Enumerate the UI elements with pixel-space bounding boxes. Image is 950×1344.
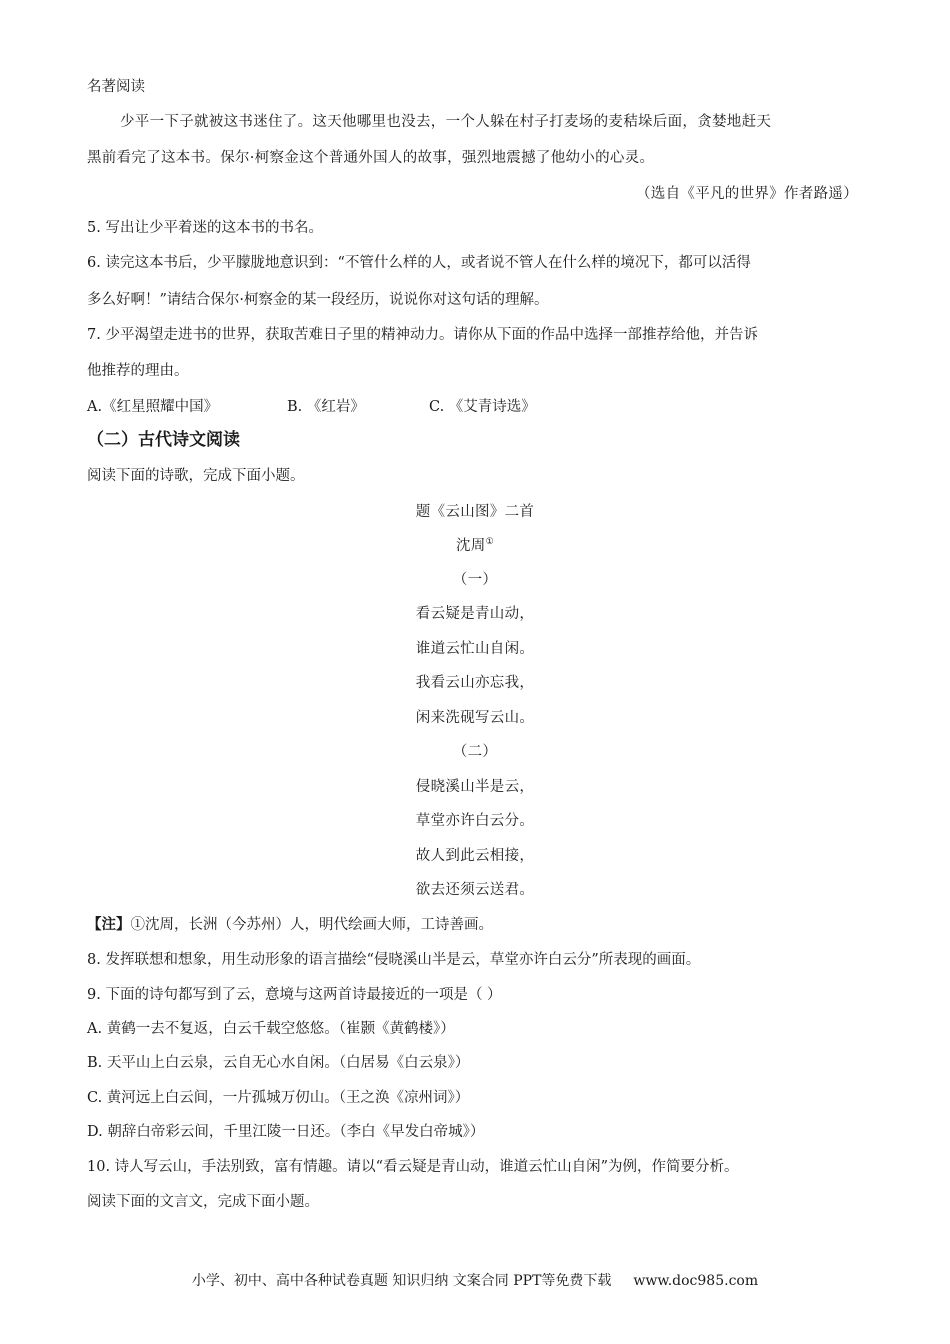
poem-line: 闲来洗砚写云山。 bbox=[415, 710, 535, 726]
section-heading-gudai: （二）古代诗文阅读 bbox=[87, 430, 240, 450]
page-footer bbox=[0, 1270, 950, 1290]
question-7-line-1: 7. 少平渴望走进书的世界，获取苦难日子里的精神动力。请你从下面的作品中选择一部推荐给他，并告诉 bbox=[87, 327, 758, 343]
poem-line: 欲去还须云送君。 bbox=[415, 882, 535, 898]
poem-line: 侵晓溪山半是云， bbox=[415, 779, 535, 795]
question-5: 5. 写出让少平着迷的这本书的书名。 bbox=[87, 220, 323, 236]
question-7-line-2: 他推荐的理由。 bbox=[87, 363, 189, 379]
question-10: 10. 诗人写云山，手法别致，富有情趣。请以“看云疑是青山动，谁道云忙山自闲”为例，作简要分析。 bbox=[87, 1159, 739, 1175]
question-6-line-1: 6. 读完这本书后，少平朦胧地意识到：“不管什么样的人，或者说不管人在什么样的境况下，都可以活得 bbox=[87, 255, 751, 271]
footer-text: 小学、初中、高中各种试卷真题 知识归纳 文案合同 PPT等免费下载 bbox=[191, 1273, 612, 1289]
question-9: 9. 下面的诗句都写到了云，意境与这两首诗最接近的一项是（ ） bbox=[87, 987, 502, 1003]
question-9-option-d: D. 朝辞白帝彩云间，千里江陵一日还。（李白《早发白帝城》） bbox=[87, 1124, 485, 1140]
poem-author bbox=[0, 536, 950, 556]
question-6-line-2: 多么好啊！”请结合保尔·柯察金的某一段经历，说说你对这句话的理解。 bbox=[87, 292, 549, 308]
option-b: B. 《红岩》 bbox=[287, 399, 365, 415]
passage-line-2: 黑前看完了这本书。保尔·柯察金这个普通外国人的故事，强烈地震撼了他幼小的心灵。 bbox=[87, 150, 655, 166]
footer-url[interactable]: www.doc985.com bbox=[633, 1273, 759, 1289]
poem-line: 看云疑是青山动， bbox=[415, 606, 535, 622]
poem-line: 草堂亦许白云分。 bbox=[415, 813, 535, 829]
option-a: A.《红星照耀中国》 bbox=[87, 399, 219, 415]
question-9-option-a: A. 黄鹤一去不复返，白云千载空悠悠。（崔颢《黄鹤楼》） bbox=[87, 1021, 455, 1037]
passage-line-1: 少平一下子就被这书迷住了。这天他哪里也没去，一个人躲在村子打麦场的麦秸垛后面，贪婪地赶天 bbox=[120, 114, 772, 130]
prose-instruction: 阅读下面的文言文，完成下面小题。 bbox=[87, 1194, 319, 1210]
option-c: C. 《艾青诗选》 bbox=[429, 399, 536, 415]
poem-part-1-label: （一） bbox=[452, 572, 498, 588]
passage-source: （选自《平凡的世界》作者路遥） bbox=[636, 186, 858, 202]
section-title-mingzhu: 名著阅读 bbox=[87, 79, 145, 95]
poem-line: 谁道云忙山自闲。 bbox=[415, 641, 535, 657]
poem-note bbox=[87, 915, 493, 935]
question-9-option-b: B. 天平山上白云泉，云自无心水自闲。（白居易《白云泉》） bbox=[87, 1055, 470, 1071]
note-label: 【注】 bbox=[87, 916, 131, 933]
question-8: 8. 发挥联想和想象，用生动形象的语言描绘“侵晓溪山半是云，草堂亦许白云分”所表现的画面。 bbox=[87, 952, 701, 968]
poem-line: 我看云山亦忘我， bbox=[415, 675, 535, 691]
poem-part-2-label: （二） bbox=[452, 744, 498, 760]
note-text: ①沈周，长洲（今苏州）人，明代绘画大师，工诗善画。 bbox=[130, 917, 493, 933]
poem-title: 题《云山图》二首 bbox=[415, 504, 535, 520]
poem-line: 故人到此云相接， bbox=[415, 848, 535, 864]
question-9-option-c: C. 黄河远上白云间，一片孤城万仞山。（王之涣《凉州词》） bbox=[87, 1090, 470, 1106]
poem-author-name: 沈周 bbox=[456, 538, 486, 554]
poem-instruction: 阅读下面的诗歌，完成下面小题。 bbox=[87, 468, 305, 484]
poem-author-note-mark: ① bbox=[485, 537, 494, 548]
